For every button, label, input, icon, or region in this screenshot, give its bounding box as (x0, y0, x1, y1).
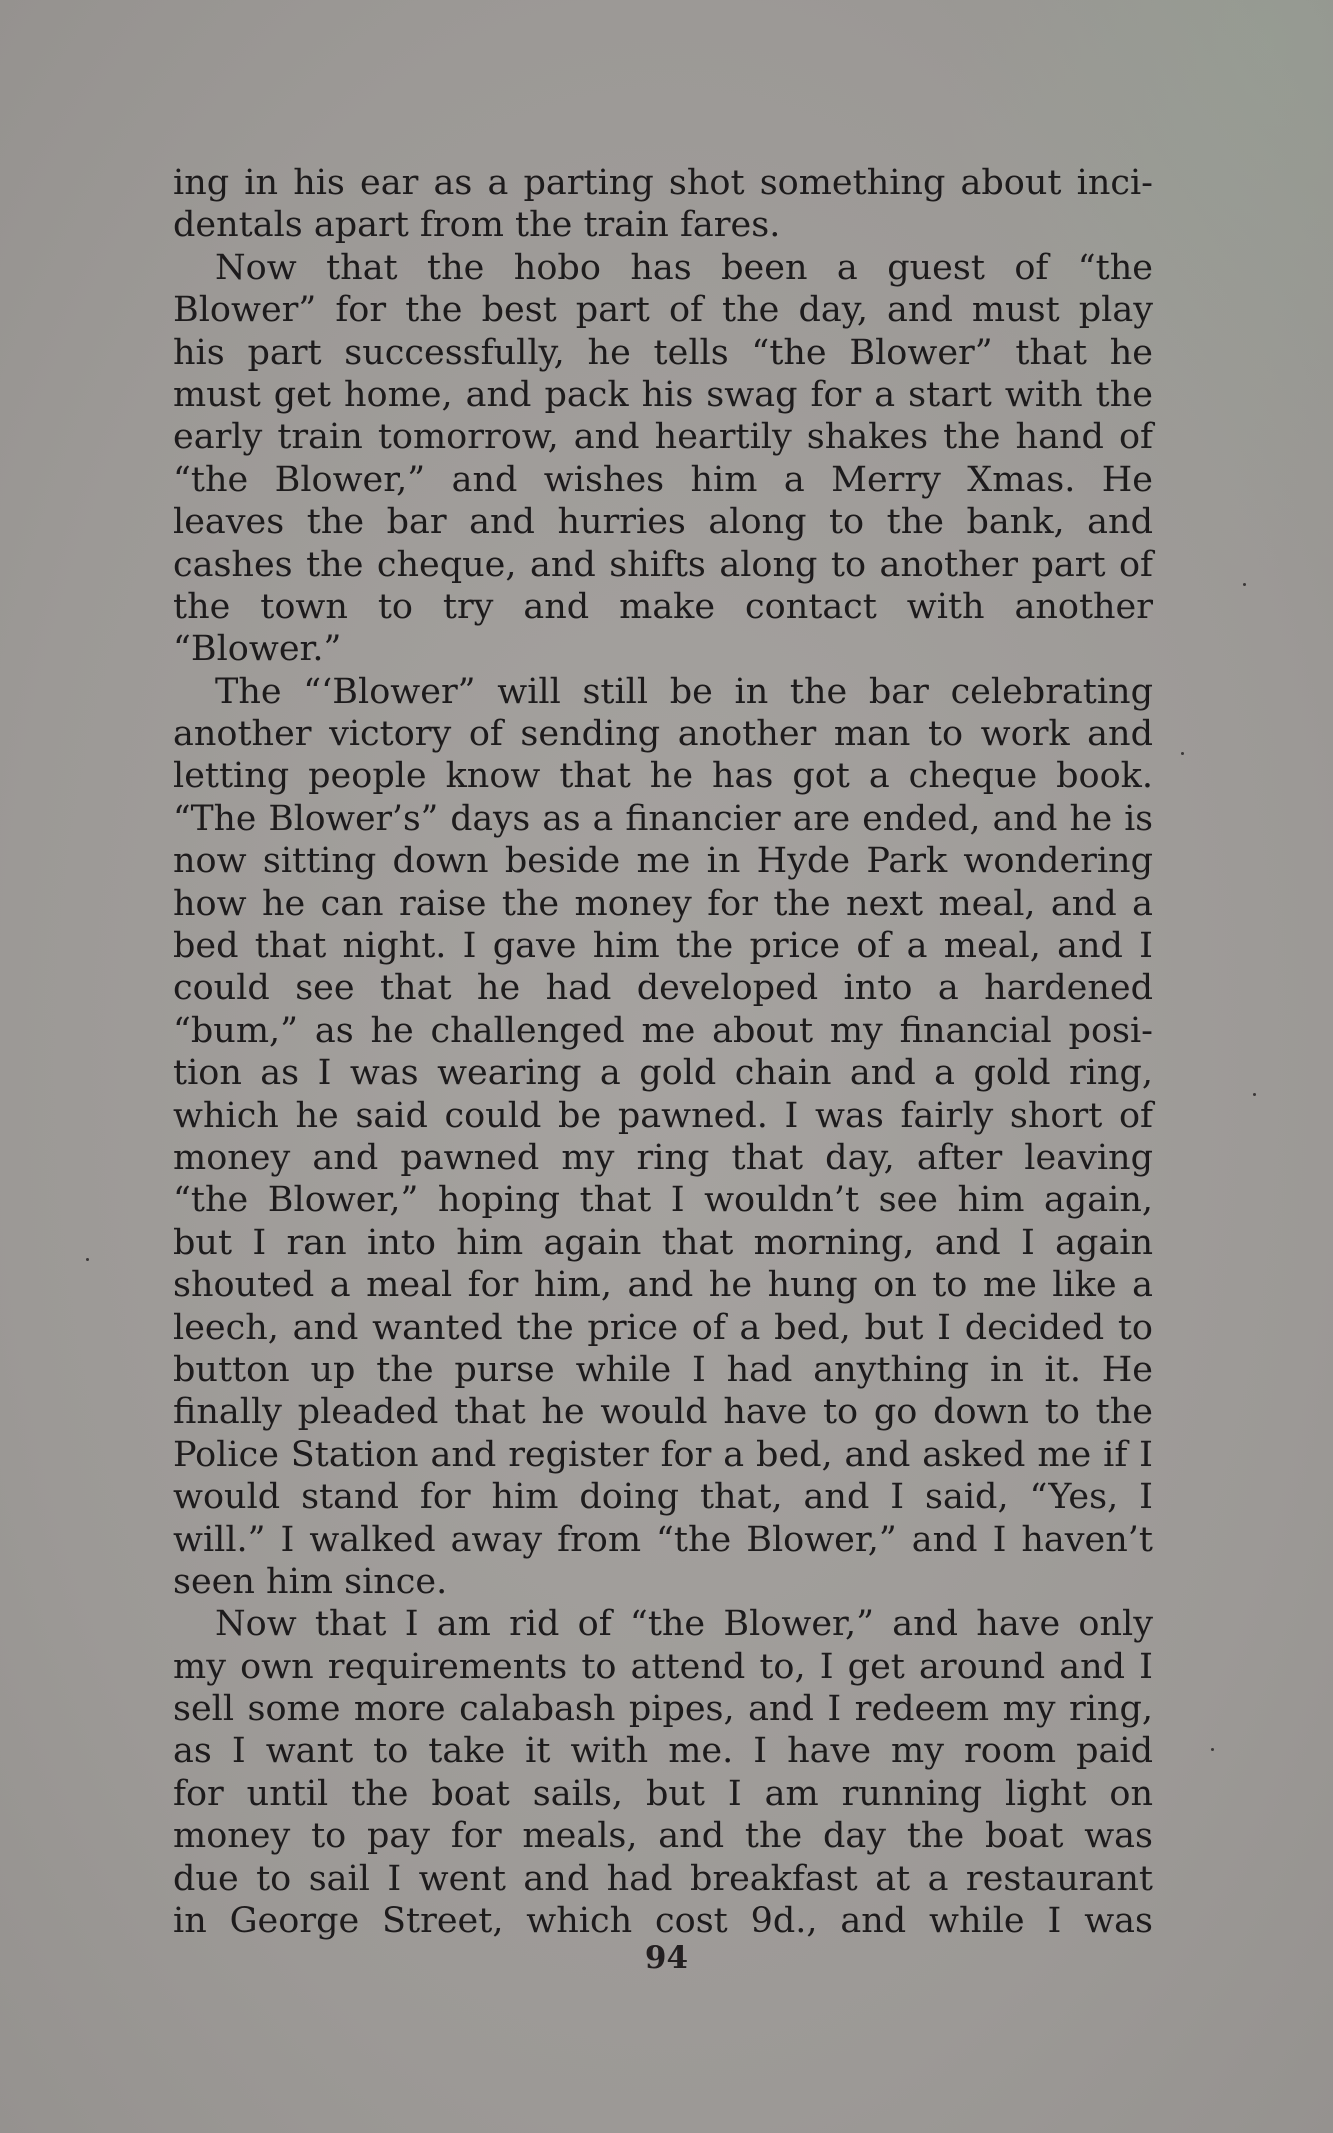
text-line: ing in his ear as a parting shot something about inci- (173, 163, 1153, 203)
paper-speck (1181, 752, 1184, 755)
paper-speck (1253, 1093, 1256, 1096)
text-line: the town to try and make contact with another (173, 586, 1153, 627)
text-line: must get home, and pack his swag for a start with the (173, 374, 1153, 415)
text-line: cashes the cheque, and shifts along to another part of (173, 544, 1153, 585)
text-line: another victory of sending another man to work and (173, 714, 1153, 755)
text-line: button up the purse while I had anything in it. He (173, 1349, 1153, 1390)
text-line: “The Blower’s” days as a financier are ended, and he is (173, 798, 1153, 839)
text-line: will.” I walked away from “the Blower,” and I haven’t (173, 1519, 1153, 1560)
text-line: Now that the hobo has been a guest of “the (215, 247, 1153, 288)
page-body (173, 162, 1153, 1962)
text-line: how he can raise the money for the next meal, and a (173, 883, 1153, 924)
text-line: but I ran into him again that morning, and I again (173, 1222, 1153, 1263)
page-number: 94 (644, 1940, 689, 1976)
text-line: shouted a meal for him, and he hung on to me like a (173, 1265, 1153, 1306)
text-line: in George Street, which cost 9d., and while I was (173, 1901, 1153, 1942)
text-line: money to pay for meals, and the day the boat was (173, 1816, 1153, 1857)
text-line: my own requirements to attend to, I get around and I (173, 1646, 1153, 1687)
text-line: money and pawned my ring that day, after leaving (173, 1137, 1153, 1178)
paper-speck (1211, 1748, 1214, 1751)
text-line: as I want to take it with me. I have my room paid (173, 1731, 1153, 1772)
text-line: bed that night. I gave him the price of a meal, and I (173, 926, 1153, 967)
paper-speck (1243, 583, 1246, 586)
text-line: which he said could be pawned. I was fairly short of (173, 1095, 1153, 1136)
text-line: could see that he had developed into a hardened (173, 968, 1153, 1009)
text-line: Police Station and register for a bed, and asked me if I (173, 1434, 1153, 1475)
text-line: seen him since. (173, 1561, 448, 1602)
paper-speck (86, 1258, 89, 1261)
text-line: early train tomorrow, and heartily shakes the hand of (173, 417, 1153, 458)
text-line: would stand for him doing that, and I said, “Yes, I (173, 1477, 1153, 1518)
text-line: “the Blower,” and wishes him a Merry Xmas. He (173, 459, 1153, 500)
text-line: sell some more calabash pipes, and I redeem my ring, (173, 1689, 1153, 1730)
text-line: The “‘Blower” will still be in the bar celebrating (215, 671, 1153, 712)
text-line: Blower” for the best part of the day, and must play (173, 290, 1153, 331)
text-line: “the Blower,” hoping that I wouldn’t see him again, (173, 1180, 1153, 1221)
text-line: Now that I am rid of “the Blower,” and have only (215, 1604, 1153, 1645)
text-line: “bum,” as he challenged me about my financial posi- (173, 1010, 1153, 1051)
text-line: letting people know that he has got a cheque book. (173, 756, 1153, 797)
text-line: leech, and wanted the price of a bed, but I decided to (173, 1307, 1153, 1348)
text-line: his part successfully, he tells “the Blower” that he (173, 332, 1153, 373)
text-line: finally pleaded that he would have to go down to the (173, 1392, 1153, 1433)
text-line: tion as I was wearing a gold chain and a gold ring, (173, 1053, 1153, 1094)
text-line: leaves the bar and hurries along to the bank, and (173, 502, 1153, 543)
text-line: “Blower.” (173, 629, 342, 670)
text-line: due to sail I went and had breakfast at a restaurant (173, 1858, 1153, 1899)
text-line: for until the boat sails, but I am running light on (173, 1773, 1153, 1814)
text-line: dentals apart from the train fares. (173, 205, 781, 246)
text-line: now sitting down beside me in Hyde Park wondering (173, 841, 1153, 882)
